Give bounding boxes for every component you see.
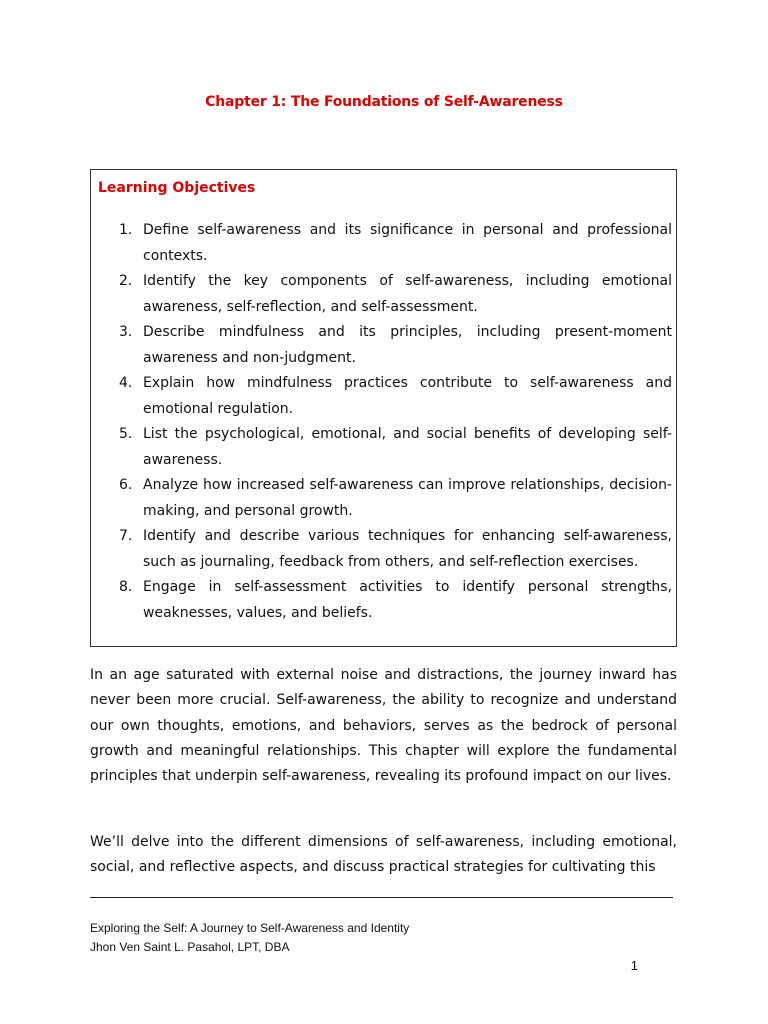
body-paragraph-1: In an age saturated with external noise and distractions, the journey inward has never been more crucial. Self-awareness, the ability to recognize and understand our own thoughts, emotions, and behaviors, serves as the bedrock of personal growth and meaningful relationships. This chapter will explore the fundamental principles that underpin self-awareness, revealing its profound impact on our lives. xyxy=(90,667,677,785)
objective-number: 8. xyxy=(119,579,133,595)
objective-text: Engage in self-assessment activities to identify personal strengths, weaknesses, values, and beliefs. xyxy=(143,579,672,621)
objective-text: List the psychological, emotional, and social benefits of developing self-awareness. xyxy=(143,426,672,468)
learning-objectives-list xyxy=(109,218,672,626)
page-number: 1 xyxy=(630,958,638,973)
objective-text: Analyze how increased self-awareness can improve relationships, decision-making, and personal growth. xyxy=(143,477,672,519)
objective-number: 1. xyxy=(119,222,133,238)
objective-item xyxy=(109,269,672,320)
objective-item xyxy=(109,320,672,371)
objective-text: Describe mindfulness and its principles, including present-moment awareness and non-judgment. xyxy=(143,324,672,366)
objective-number: 3. xyxy=(119,324,133,340)
objective-number: 7. xyxy=(119,528,133,544)
objective-text: Identify and describe various techniques for enhancing self-awareness, such as journaling, feedback from others, and self-reflection exercises. xyxy=(143,528,672,570)
objective-number: 4. xyxy=(119,375,133,391)
footer-divider xyxy=(90,897,673,898)
objective-number: 6. xyxy=(119,477,133,493)
chapter-title: Chapter 1: The Foundations of Self-Awareness xyxy=(205,94,563,110)
objective-item xyxy=(109,473,672,524)
footer-book-title: Exploring the Self: A Journey to Self-Awareness and Identity xyxy=(90,921,410,935)
objective-item xyxy=(109,575,672,626)
objective-item xyxy=(109,218,672,269)
footer-author: Jhon Ven Saint L. Pasahol, LPT, DBA xyxy=(90,940,290,954)
body-paragraph-2: We’ll delve into the different dimensions of self-awareness, including emotional, social, and reflective aspects, and discuss practical strategies for cultivating this xyxy=(90,834,677,876)
objective-text: Explain how mindfulness practices contribute to self-awareness and emotional regulation. xyxy=(143,375,672,417)
objective-text: Define self-awareness and its significance in personal and professional contexts. xyxy=(143,222,672,264)
objective-text: Identify the key components of self-awareness, including emotional awareness, self-reflection, and self-assessment. xyxy=(143,273,672,315)
learning-objectives-heading: Learning Objectives xyxy=(98,180,256,196)
objective-number: 2. xyxy=(119,273,133,289)
objective-item xyxy=(109,371,672,422)
learning-objectives-box xyxy=(90,169,677,647)
objective-item xyxy=(109,524,672,575)
objective-item xyxy=(109,422,672,473)
objective-number: 5. xyxy=(119,426,133,442)
